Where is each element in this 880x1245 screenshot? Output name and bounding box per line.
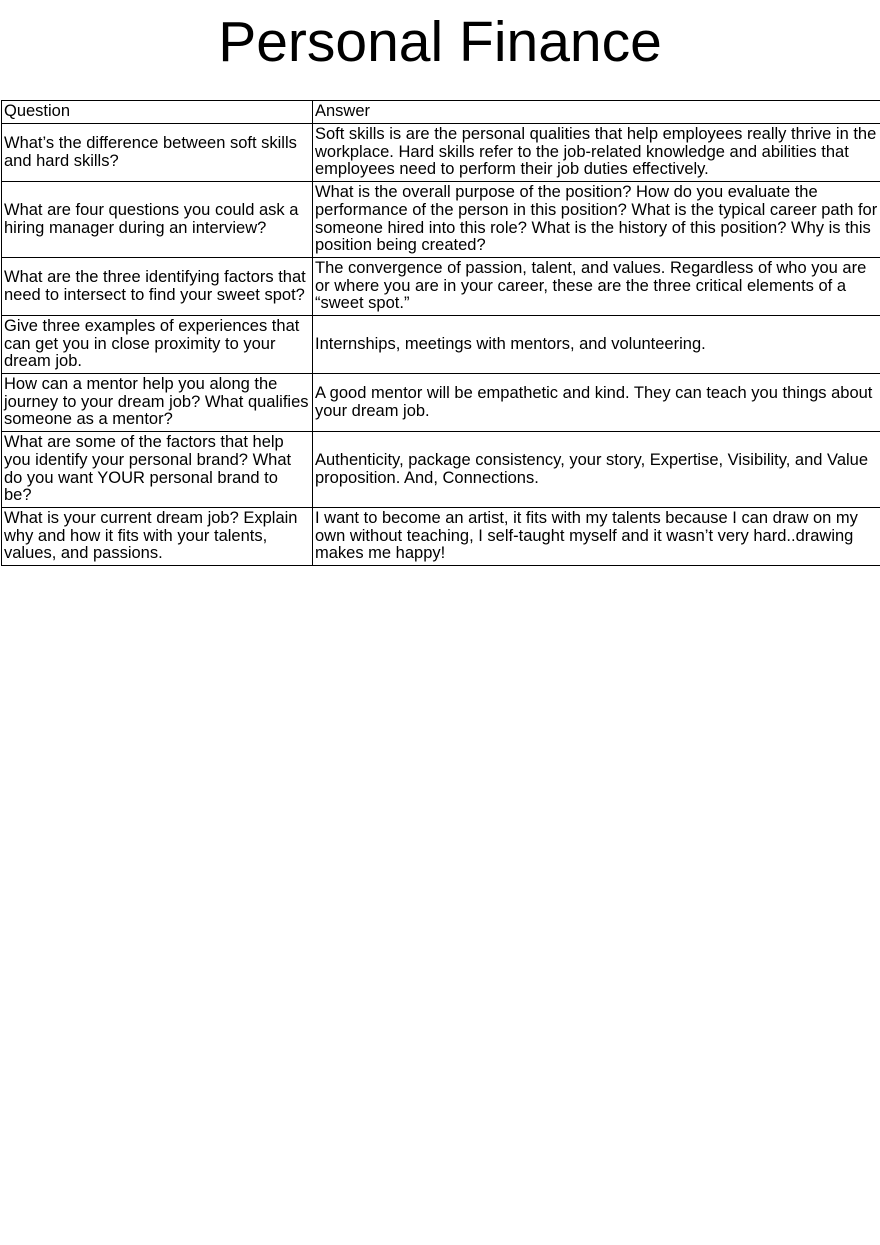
header-question: Question	[2, 101, 313, 124]
answer-cell: Internships, meetings with mentors, and volunteering.	[313, 316, 880, 374]
answer-cell: Authenticity, package consistency, your story, Expertise, Visibility, and Value proposition. And, Connections.	[313, 432, 880, 508]
question-cell: What are four questions you could ask a hiring manager during an interview?	[2, 182, 313, 258]
question-cell: What are the three identifying factors that need to intersect to find your sweet spot?	[2, 258, 313, 316]
qa-table	[1, 100, 880, 566]
answer-cell: A good mentor will be empathetic and kind. They can teach you things about your dream job.	[313, 374, 880, 432]
table-header-row	[2, 101, 880, 124]
answer-cell: I want to become an artist, it fits with my talents because I can draw on my own without teaching, I self-taught myself and it wasn’t very hard..drawing makes me happy!	[313, 508, 880, 566]
answer-cell: The convergence of passion, talent, and values. Regardless of who you are or where you are in your career, these are the three critical elements of a “sweet spot.”	[313, 258, 880, 316]
header-answer: Answer	[313, 101, 880, 124]
table-row	[2, 258, 880, 316]
table-row	[2, 182, 880, 258]
table-row	[2, 432, 880, 508]
answer-cell: What is the overall purpose of the position? How do you evaluate the performance of the person in this position? What is the typical career path for someone hired into this role? What is the history of this position? Why is this position being created?	[313, 182, 880, 258]
answer-cell: Soft skills is are the personal qualities that help employees really thrive in the workplace. Hard skills refer to the job-related knowledge and abilities that employees need to perform their job duties effectively.	[313, 124, 880, 182]
question-cell: How can a mentor help you along the journey to your dream job? What qualifies someone as a mentor?	[2, 374, 313, 432]
question-cell: What is your current dream job? Explain why and how it fits with your talents, values, and passions.	[2, 508, 313, 566]
question-cell: Give three examples of experiences that can get you in close proximity to your dream job.	[2, 316, 313, 374]
question-cell: What’s the difference between soft skills and hard skills?	[2, 124, 313, 182]
question-cell: What are some of the factors that help you identify your personal brand? What do you want YOUR personal brand to be?	[2, 432, 313, 508]
table-row	[2, 374, 880, 432]
page-title: Personal Finance	[218, 10, 662, 74]
table-row	[2, 124, 880, 182]
table-row	[2, 508, 880, 566]
table-row	[2, 316, 880, 374]
